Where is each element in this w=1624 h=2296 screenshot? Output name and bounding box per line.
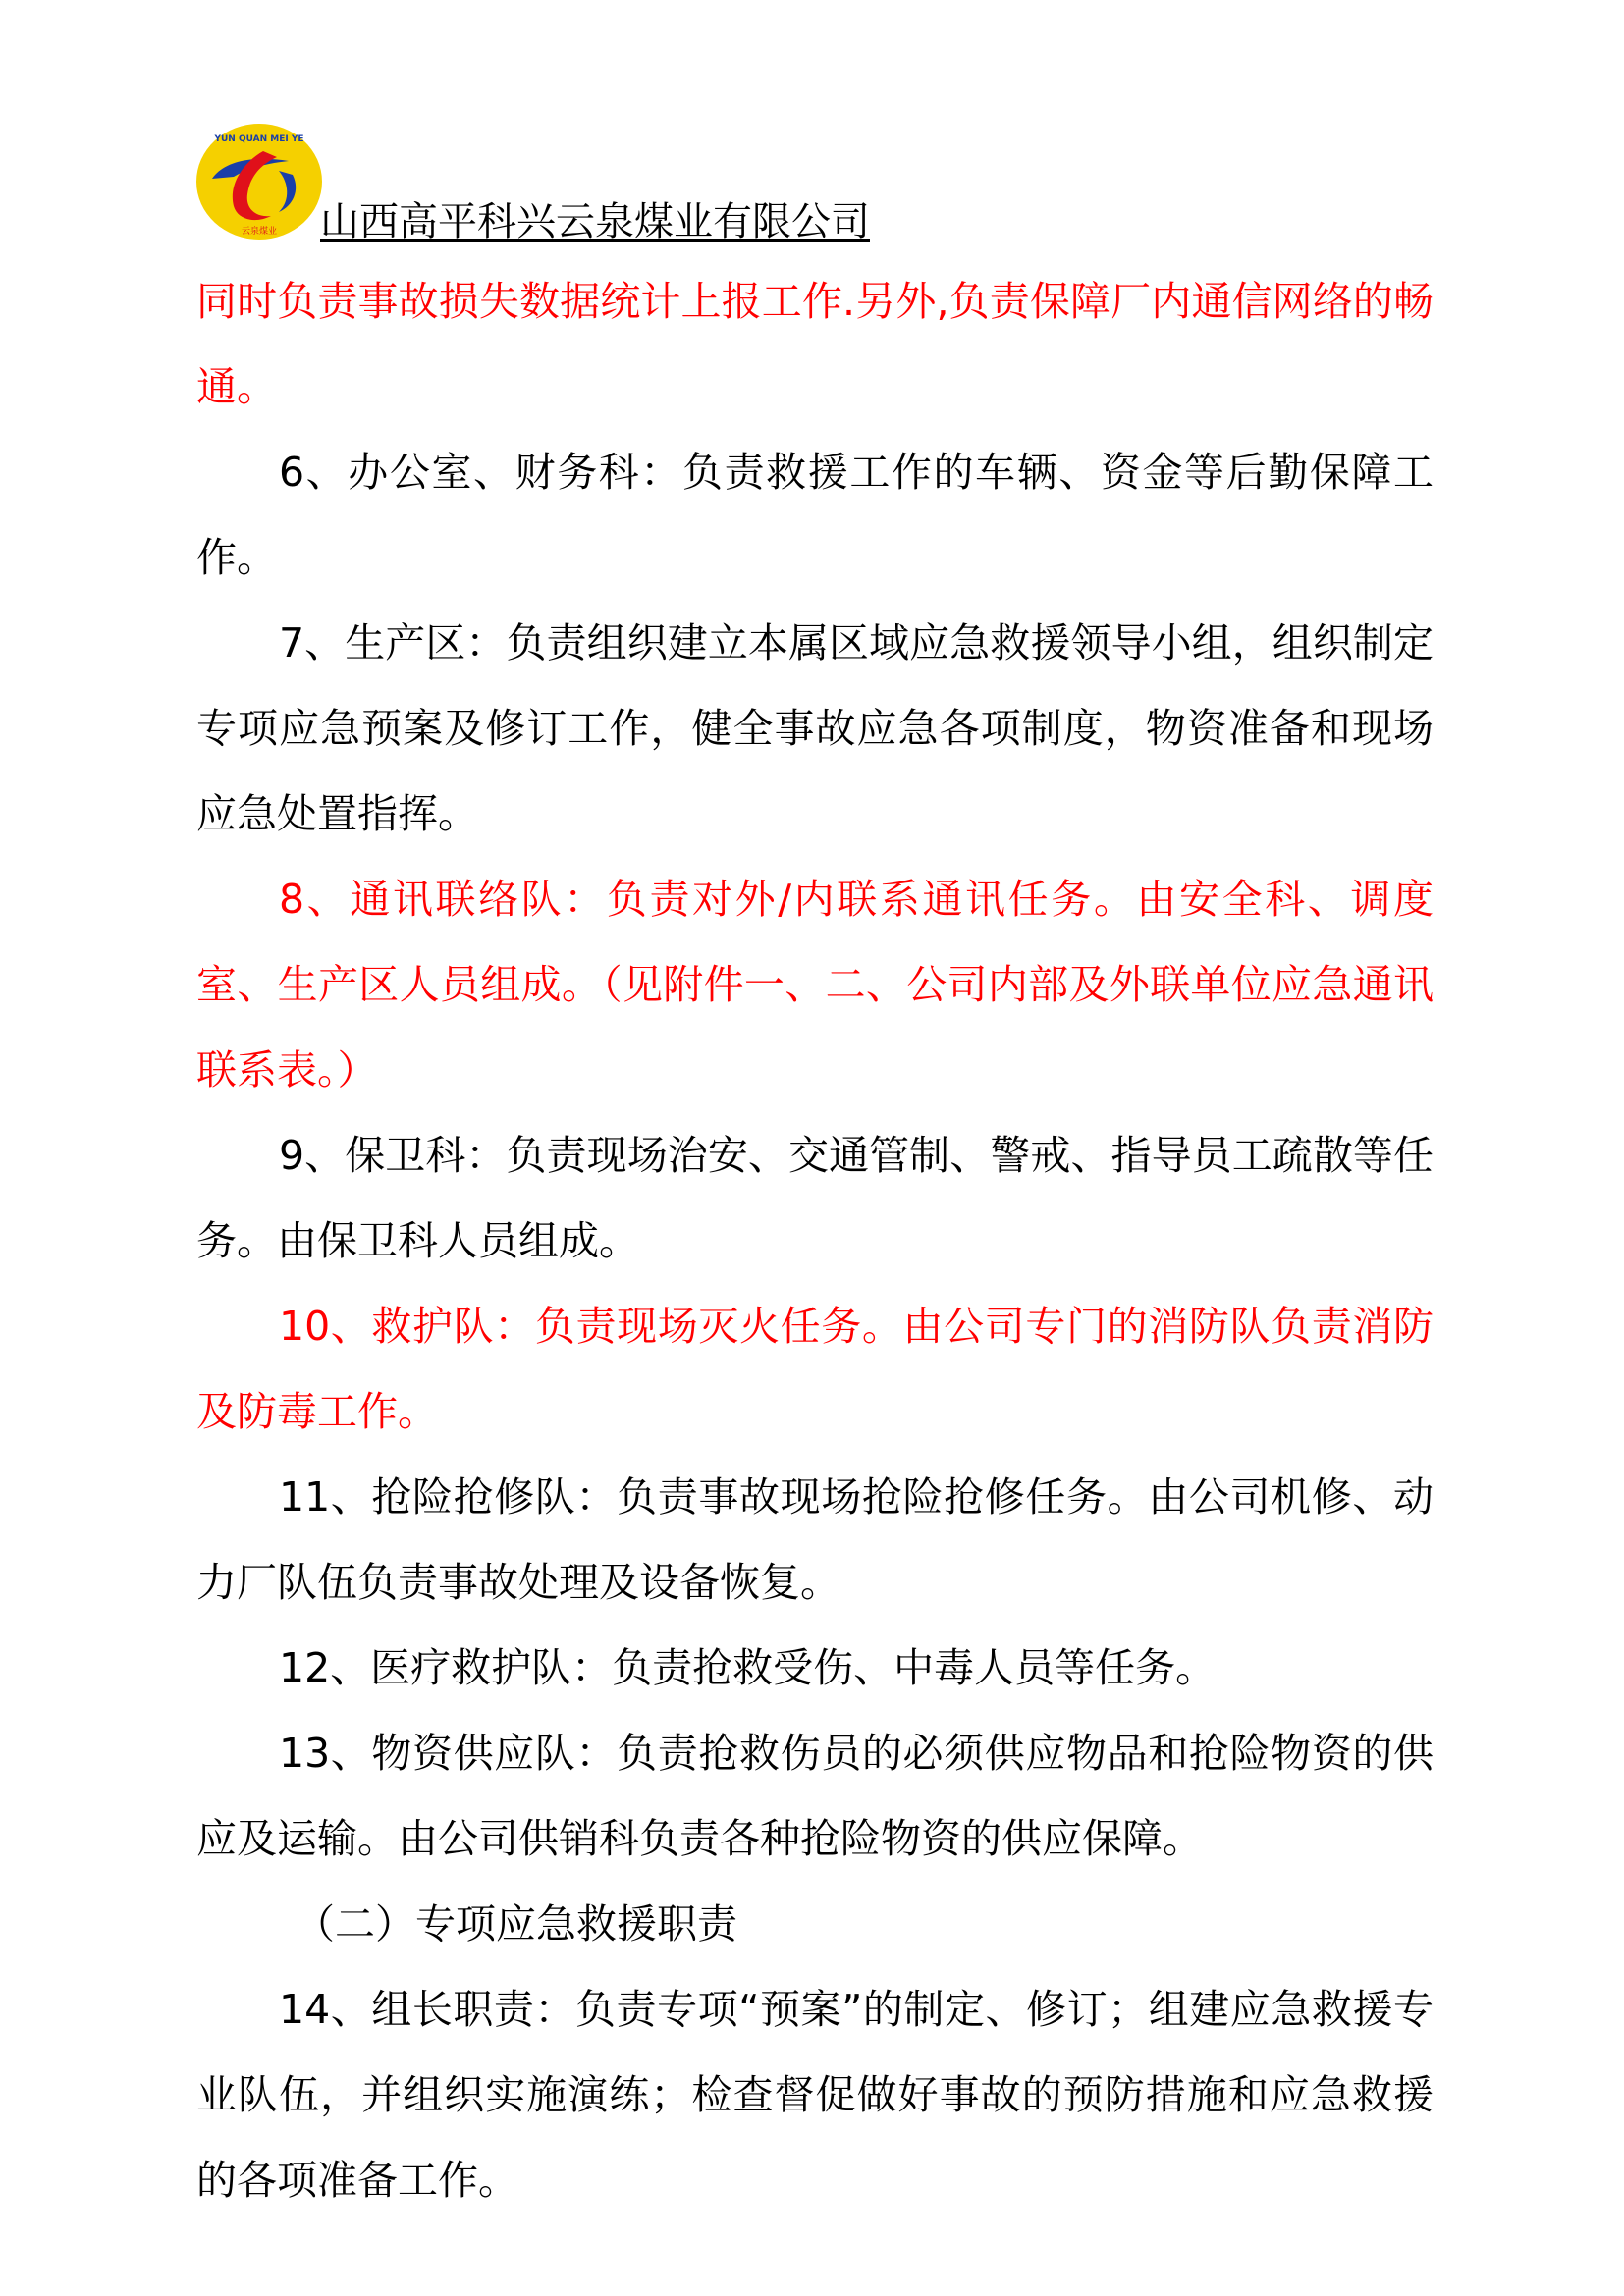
- document-body: [196, 259, 1434, 2223]
- paragraph-office-finance: 6、办公室、财务科：负责救援工作的车辆、资金等后勤保障工作。: [196, 449, 1434, 581]
- paragraph-network-duty: 同时负责事故损失数据统计上报工作.另外,负责保障厂内通信网络的畅通。: [196, 278, 1434, 410]
- paragraph-repair-team: 11、抢险抢修队：负责事故现场抢险抢修任务。由公司机修、动力厂队伍负责事故处理及设备恢复。: [196, 1473, 1434, 1606]
- logo-text-top: YUN QUAN MEI YE: [214, 134, 304, 144]
- paragraph-security-dept: 9、保卫科：负责现场治安、交通管制、警戒、指导员工疏散等任务。由保卫科人员组成。: [196, 1132, 1434, 1264]
- paragraph-rescue-team: 10、救护队：负责现场灭火任务。由公司专门的消防队负责消防及防毒工作。: [196, 1303, 1434, 1435]
- paragraph-communication-team: 8、通讯联络队：负责对外/内联系通讯任务。由安全科、调度室、生产区人员组成。（见附件一、二、公司内部及外联单位应急通讯联系表。）: [196, 876, 1434, 1094]
- document-header: [194, 122, 882, 249]
- section-heading: （二）专项应急救援职责: [295, 1900, 737, 1948]
- company-logo: [194, 122, 324, 241]
- paragraph-medical-team: 12、医疗救护队：负责抢救受伤、中毒人员等任务。: [279, 1644, 1217, 1691]
- company-name: 山西高平科兴云泉煤业有限公司: [320, 199, 870, 244]
- paragraph-leader-duty: 14、组长职责：负责专项“预案”的制定、修订；组建应急救援专业队伍，并组织实施演练；检查督促做好事故的预防措施和应急救援的各项准备工作。: [196, 1986, 1434, 2204]
- paragraph-supply-team: 13、物资供应队：负责抢救伤员的必须供应物品和抢险物资的供应及运输。由公司供销科负责各种抢险物资的供应保障。: [196, 1730, 1434, 1862]
- logo-text-bottom: 云泉煤业: [241, 227, 278, 237]
- paragraph-production-area: 7、生产区：负责组织建立本属区域应急救援领导小组，组织制定专项应急预案及修订工作，健全事故应急各项制度，物资准备和现场应急处置指挥。: [196, 619, 1434, 837]
